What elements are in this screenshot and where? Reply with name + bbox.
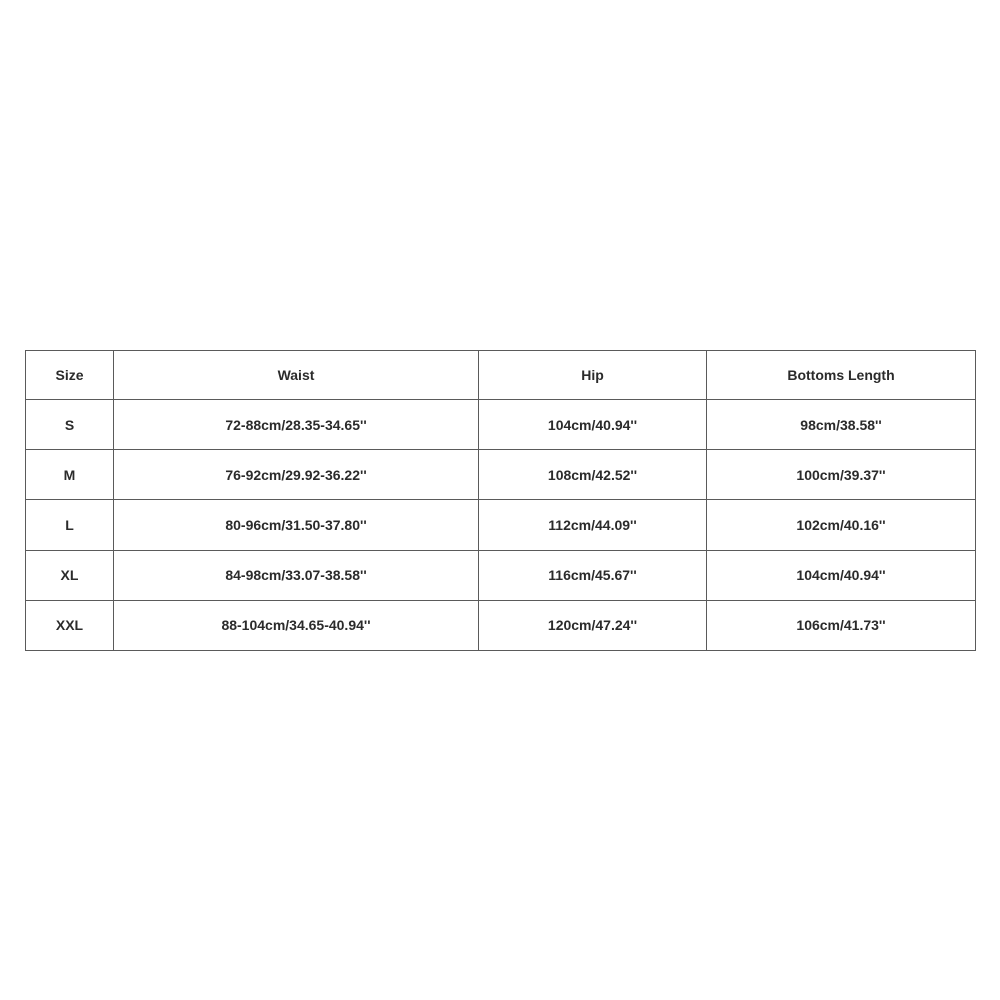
cell-hip: 104cm/40.94'' <box>479 400 707 450</box>
cell-waist: 76-92cm/29.92-36.22'' <box>114 450 479 500</box>
cell-hip: 112cm/44.09'' <box>479 500 707 550</box>
header-bottoms-length: Bottoms Length <box>707 351 976 400</box>
cell-waist: 84-98cm/33.07-38.58'' <box>114 550 479 600</box>
table-row <box>26 400 976 450</box>
cell-size: S <box>26 400 114 450</box>
cell-waist: 72-88cm/28.35-34.65'' <box>114 400 479 450</box>
header-size: Size <box>26 351 114 400</box>
cell-hip: 116cm/45.67'' <box>479 550 707 600</box>
cell-size: XL <box>26 550 114 600</box>
table-row <box>26 450 976 500</box>
cell-bottoms-length: 100cm/39.37'' <box>707 450 976 500</box>
size-chart-table <box>25 350 976 651</box>
table-row <box>26 550 976 600</box>
header-hip: Hip <box>479 351 707 400</box>
table-row <box>26 500 976 550</box>
header-waist: Waist <box>114 351 479 400</box>
table-header-row <box>26 351 976 400</box>
cell-bottoms-length: 104cm/40.94'' <box>707 550 976 600</box>
cell-size: L <box>26 500 114 550</box>
table-row <box>26 600 976 650</box>
cell-size: M <box>26 450 114 500</box>
cell-waist: 80-96cm/31.50-37.80'' <box>114 500 479 550</box>
cell-hip: 108cm/42.52'' <box>479 450 707 500</box>
cell-bottoms-length: 98cm/38.58'' <box>707 400 976 450</box>
cell-waist: 88-104cm/34.65-40.94'' <box>114 600 479 650</box>
cell-bottoms-length: 102cm/40.16'' <box>707 500 976 550</box>
cell-bottoms-length: 106cm/41.73'' <box>707 600 976 650</box>
cell-hip: 120cm/47.24'' <box>479 600 707 650</box>
cell-size: XXL <box>26 600 114 650</box>
